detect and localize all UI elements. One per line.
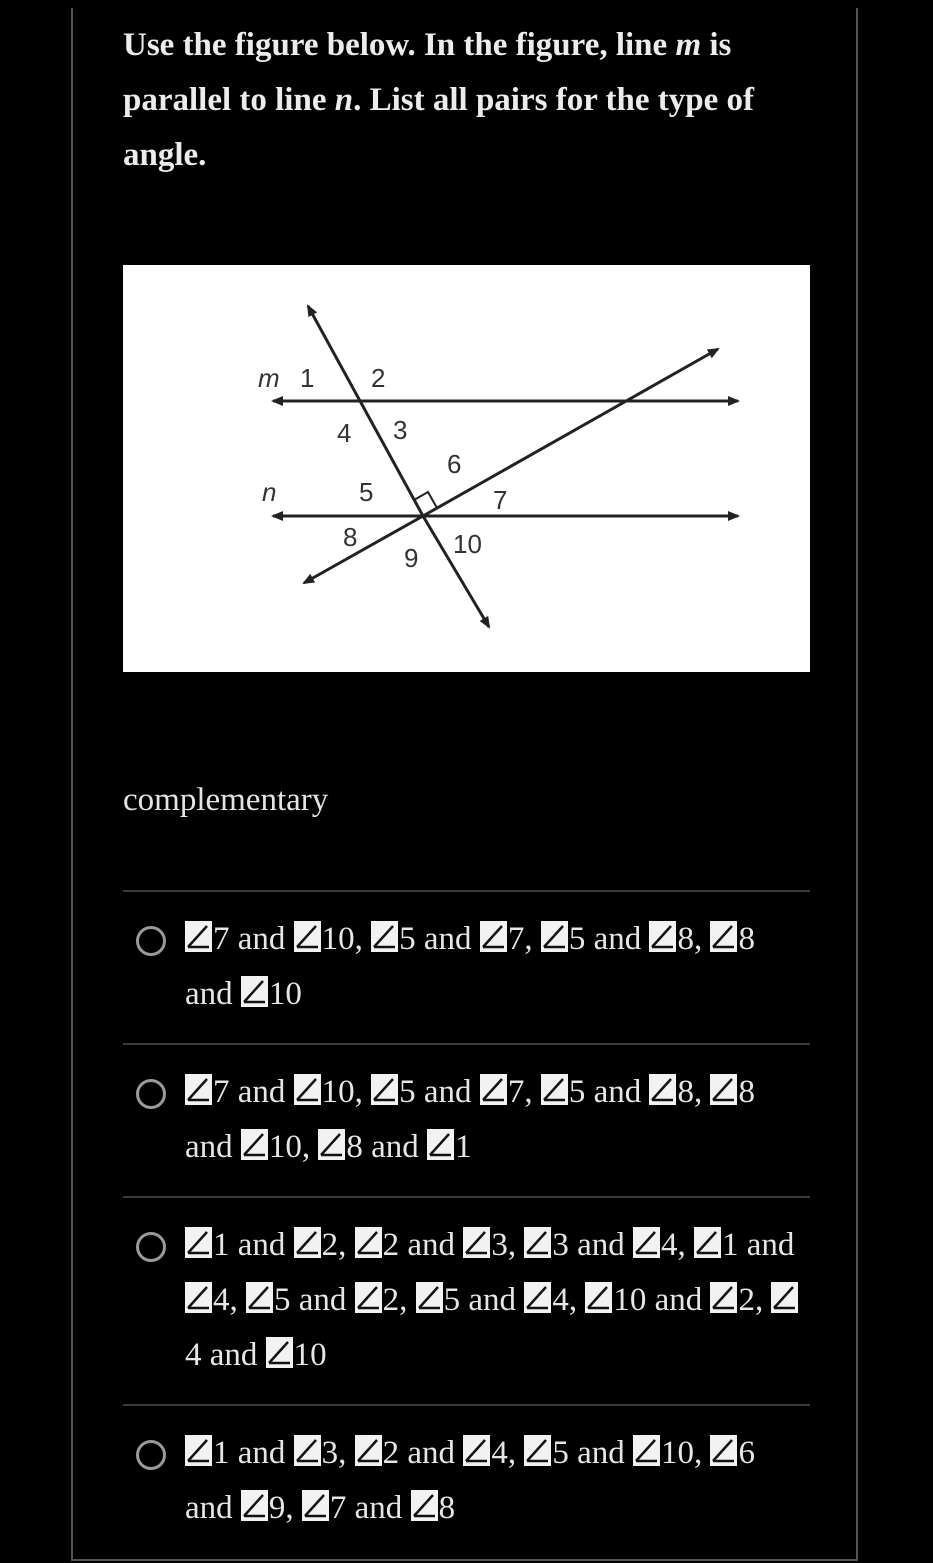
angle-symbol-icon bbox=[427, 1129, 454, 1160]
connector-and: and bbox=[237, 1227, 286, 1263]
angle-type-prompt: complementary bbox=[123, 782, 329, 818]
angle-symbol-icon bbox=[463, 1435, 490, 1466]
angle-symbol-icon bbox=[355, 1435, 382, 1466]
angle-number: 5 bbox=[274, 1282, 291, 1318]
angle-symbol-icon bbox=[355, 1227, 382, 1258]
label-m: m bbox=[258, 363, 280, 393]
angle-symbol-icon bbox=[185, 921, 212, 952]
label-6: 6 bbox=[447, 449, 462, 479]
connector-and: and bbox=[407, 1227, 456, 1263]
geometry-figure bbox=[123, 265, 810, 672]
answer-option-1[interactable] bbox=[123, 890, 810, 1043]
connector-and: and bbox=[237, 1435, 286, 1471]
angle-symbol-icon bbox=[266, 1337, 293, 1368]
angle-symbol-icon bbox=[710, 921, 737, 952]
connector-and: and bbox=[407, 1435, 456, 1471]
question-line-m: m bbox=[675, 27, 702, 63]
angle-symbol-icon bbox=[585, 1282, 612, 1313]
angle-symbol-icon bbox=[185, 1435, 212, 1466]
angle-number: 1 bbox=[721, 1227, 739, 1263]
label-2: 2 bbox=[371, 363, 386, 393]
angle-number: 8 bbox=[677, 921, 694, 957]
answer-options bbox=[123, 890, 810, 1557]
answer-option-3[interactable] bbox=[123, 1196, 810, 1404]
angle-symbol-icon bbox=[355, 1282, 382, 1313]
angle-number: 3 bbox=[552, 1227, 569, 1263]
label-n: n bbox=[262, 477, 277, 507]
angle-number: 3 bbox=[491, 1227, 508, 1263]
pair-separator: , bbox=[229, 1282, 238, 1318]
angle-number: 3 bbox=[321, 1435, 339, 1471]
question-part2: is parallel to line bbox=[123, 27, 732, 118]
question-part1: Use the figure below. In the figure, line bbox=[123, 27, 676, 63]
angle-symbol-icon bbox=[710, 1074, 737, 1105]
angle-number: 4 bbox=[213, 1282, 230, 1318]
radio-button-icon[interactable] bbox=[136, 1232, 166, 1262]
angle-number: 7 bbox=[213, 921, 230, 957]
angle-symbol-icon bbox=[411, 1490, 438, 1521]
transversal-shallow bbox=[423, 349, 718, 516]
label-1: 1 bbox=[300, 363, 315, 393]
angle-number: 10 bbox=[321, 1074, 355, 1110]
angle-symbol-icon bbox=[541, 1074, 568, 1105]
angle-symbol-icon bbox=[294, 1074, 321, 1105]
pair-separator: , bbox=[338, 1227, 347, 1263]
angle-number: 5 bbox=[568, 921, 586, 957]
pair-separator: , bbox=[354, 921, 363, 957]
angle-number: 2 bbox=[382, 1282, 400, 1318]
angle-symbol-icon bbox=[649, 1074, 676, 1105]
answer-option-4[interactable] bbox=[123, 1404, 810, 1557]
answer-option-text bbox=[185, 921, 755, 1012]
label-3: 3 bbox=[393, 415, 408, 445]
pair-separator: , bbox=[354, 1074, 363, 1110]
connector-and: and bbox=[746, 1227, 795, 1263]
angle-number: 10 bbox=[613, 1282, 647, 1318]
angle-number: 7 bbox=[507, 1074, 525, 1110]
angle-symbol-icon bbox=[294, 1227, 321, 1258]
connector-and: and bbox=[237, 1074, 286, 1110]
angle-symbol-icon bbox=[633, 1435, 660, 1466]
angle-symbol-icon bbox=[463, 1227, 490, 1258]
angle-number: 7 bbox=[213, 1074, 230, 1110]
angle-number: 8 bbox=[738, 921, 755, 957]
pair-separator: , bbox=[677, 1227, 686, 1263]
angle-number: 8 bbox=[677, 1074, 694, 1110]
answer-option-text bbox=[185, 1074, 755, 1165]
angle-symbol-icon bbox=[480, 921, 507, 952]
angle-symbol-icon bbox=[318, 1129, 345, 1160]
angle-number: 6 bbox=[738, 1435, 755, 1471]
answer-option-text bbox=[185, 1435, 755, 1526]
pair-separator: , bbox=[507, 1435, 517, 1471]
connector-and: and bbox=[185, 976, 233, 1012]
connector-and: and bbox=[468, 1282, 517, 1318]
angle-number: 5 bbox=[552, 1435, 569, 1471]
label-7: 7 bbox=[493, 485, 508, 515]
pair-separator: , bbox=[285, 1490, 294, 1526]
angle-number: 8 bbox=[438, 1490, 456, 1526]
angle-number: 7 bbox=[507, 921, 525, 957]
angle-symbol-icon bbox=[541, 921, 568, 952]
angle-number: 10 bbox=[268, 1129, 302, 1165]
angle-number: 5 bbox=[568, 1074, 586, 1110]
connector-and: and bbox=[577, 1227, 625, 1263]
angle-symbol-icon bbox=[480, 1074, 507, 1105]
label-4: 4 bbox=[337, 418, 352, 448]
question-text bbox=[123, 18, 823, 183]
angle-symbol-icon bbox=[294, 921, 321, 952]
angle-symbol-icon bbox=[302, 1490, 329, 1521]
angle-number: 8 bbox=[346, 1129, 363, 1165]
angle-number: 5 bbox=[399, 921, 416, 957]
figure-svg bbox=[123, 265, 810, 672]
pair-separator: , bbox=[754, 1282, 764, 1318]
angle-symbol-icon bbox=[241, 1490, 268, 1521]
angle-symbol-icon bbox=[371, 1074, 398, 1105]
angle-symbol-icon bbox=[524, 1435, 551, 1466]
angle-number: 10 bbox=[293, 1337, 327, 1373]
angle-symbol-icon bbox=[241, 976, 268, 1007]
question-part3: . List all pairs for the type of angle. bbox=[123, 82, 754, 173]
angle-symbol-icon bbox=[710, 1282, 737, 1313]
angle-number: 10 bbox=[268, 976, 302, 1012]
angle-number: 4 bbox=[491, 1435, 508, 1471]
label-8: 8 bbox=[343, 522, 358, 552]
answer-option-text bbox=[185, 1227, 799, 1373]
pair-separator: , bbox=[301, 1129, 311, 1165]
pair-separator: , bbox=[693, 1074, 703, 1110]
pair-separator: , bbox=[507, 1227, 517, 1263]
angle-number: 2 bbox=[738, 1282, 755, 1318]
angle-number: 2 bbox=[321, 1227, 339, 1263]
connector-and: and bbox=[371, 1129, 419, 1165]
radio-button-icon[interactable] bbox=[136, 1079, 166, 1109]
pair-separator: , bbox=[568, 1282, 578, 1318]
angle-number: 4 bbox=[185, 1337, 202, 1373]
angle-number: 1 bbox=[455, 1129, 472, 1165]
connector-and: and bbox=[423, 921, 472, 957]
angle-symbol-icon bbox=[771, 1282, 798, 1313]
connector-and: and bbox=[237, 921, 286, 957]
angle-symbol-icon bbox=[524, 1227, 551, 1258]
connector-and: and bbox=[654, 1282, 703, 1318]
angle-symbol-icon bbox=[416, 1282, 443, 1313]
pair-separator: , bbox=[524, 1074, 533, 1110]
connector-and: and bbox=[185, 1490, 233, 1526]
connector-and: and bbox=[185, 1129, 233, 1165]
connector-and: and bbox=[593, 921, 642, 957]
connector-and: and bbox=[209, 1337, 258, 1373]
angle-symbol-icon bbox=[524, 1282, 551, 1313]
pair-separator: , bbox=[524, 921, 533, 957]
connector-and: and bbox=[593, 1074, 642, 1110]
angle-number: 4 bbox=[660, 1227, 678, 1263]
angle-symbol-icon bbox=[185, 1074, 212, 1105]
angle-symbol-icon bbox=[649, 921, 676, 952]
pair-separator: , bbox=[693, 921, 703, 957]
angle-number: 5 bbox=[399, 1074, 416, 1110]
angle-symbol-icon bbox=[185, 1227, 212, 1258]
angle-symbol-icon bbox=[246, 1282, 273, 1313]
angle-number: 2 bbox=[382, 1435, 400, 1471]
pair-separator: , bbox=[338, 1435, 347, 1471]
connector-and: and bbox=[298, 1282, 347, 1318]
angle-symbol-icon bbox=[710, 1435, 737, 1466]
angle-number: 5 bbox=[443, 1282, 461, 1318]
label-10: 10 bbox=[453, 529, 482, 559]
label-9: 9 bbox=[404, 543, 419, 573]
connector-and: and bbox=[577, 1435, 625, 1471]
pair-separator: , bbox=[399, 1282, 408, 1318]
angle-symbol-icon bbox=[371, 921, 398, 952]
angle-number: 10 bbox=[660, 1435, 694, 1471]
pair-separator: , bbox=[693, 1435, 703, 1471]
label-5: 5 bbox=[359, 477, 374, 507]
angle-number: 10 bbox=[321, 921, 355, 957]
angle-symbol-icon bbox=[241, 1129, 268, 1160]
angle-number: 8 bbox=[738, 1074, 755, 1110]
connector-and: and bbox=[423, 1074, 472, 1110]
angle-symbol-icon bbox=[294, 1435, 321, 1466]
angle-symbol-icon bbox=[694, 1227, 721, 1258]
angle-number: 9 bbox=[268, 1490, 286, 1526]
angle-number: 2 bbox=[382, 1227, 400, 1263]
question-line-n: n bbox=[334, 82, 354, 118]
angle-symbol-icon bbox=[633, 1227, 660, 1258]
angle-number: 7 bbox=[329, 1490, 347, 1526]
angle-number: 1 bbox=[213, 1227, 230, 1263]
angle-symbol-icon bbox=[185, 1282, 212, 1313]
angle-number: 4 bbox=[552, 1282, 569, 1318]
angle-number: 1 bbox=[213, 1435, 230, 1471]
radio-button-icon[interactable] bbox=[136, 926, 166, 956]
connector-and: and bbox=[354, 1490, 403, 1526]
radio-button-icon[interactable] bbox=[136, 1440, 166, 1470]
answer-option-2[interactable] bbox=[123, 1043, 810, 1196]
